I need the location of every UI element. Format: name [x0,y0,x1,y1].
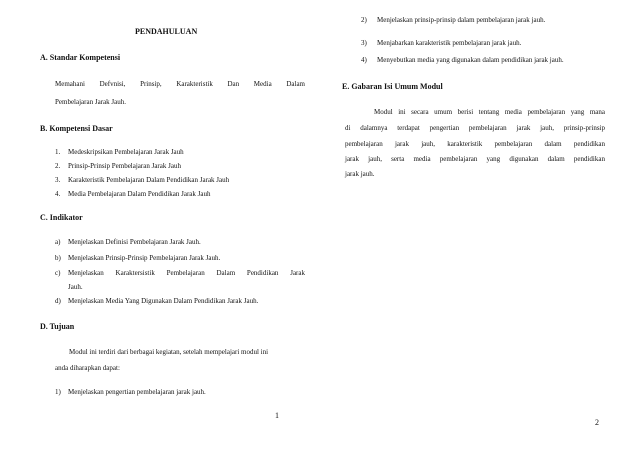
list-item-number: d) [55,297,61,305]
section-e-heading: E. Gabaran Isi Umum Modul [342,82,443,91]
section-a-heading: A. Standar Kompetensi [40,53,121,62]
list-item [361,16,545,24]
paragraph-line: anda diharapkan dapat: [55,364,120,372]
list-item-text: Menyebutkan media yang digunakan dalam pendidikan jarak jauh. [377,56,564,64]
section-a-line: Memahani Defvnisi, Prinsip, Karakteristik Dan Media Dalam [55,80,305,88]
list-item-text: Menjelaskan Prinsip-Prinsip Pembelajaran Jarak Jauh. [68,254,221,262]
page-number: 1 [275,411,279,420]
section-d-heading: D. Tujuan [40,322,75,331]
paragraph-line: jarak jauh, serta media pembelajaran yang digunakan dalam pendidikan [345,155,605,163]
list-item [55,176,229,184]
list-item-text: Medeskripsikan Pembelajaran Jarak Jauh [68,148,184,156]
list-item [361,39,521,47]
list-item [55,190,210,198]
list-item-text: Menjabarkan karakteristik pembelajaran jarak jauh. [377,39,522,47]
list-item-number: 3) [361,39,367,47]
list-item-text: Menjelaskan Media Yang Digunakan Dalam Pendidikan Jarak Jauh. [68,297,259,305]
list-item-text: Menjelaskan Definisi Pembelajaran Jarak Jauh. [68,238,201,246]
section-a-line: Pembelajaran Jarak Jauh. [55,98,126,106]
list-item-text: Menjelaskan pengertian pembelajaran jarak jauh. [68,388,206,396]
list-item-number: 3. [55,176,61,184]
list-item [55,254,220,262]
list-item [361,56,564,64]
list-item-text: Media Pembelajaran Dalam Pendidikan Jarak Jauh [68,190,211,198]
list-item [55,269,305,277]
list-item-number: 4. [55,190,61,198]
list-item-text: Karakteristik Pembelajaran Dalam Pendidikan Jarak Jauh [68,176,230,184]
paragraph-line: di dalamnya terdapat pengertian pembelajaran jarak jauh, prinsip-prinsip [345,124,605,132]
list-item-number: 1. [55,148,61,156]
list-item [55,162,181,170]
list-item-number: 4) [361,56,367,64]
list-item [55,388,206,396]
paragraph-line: Modul ini secara umum berisi tentang media pembelajaran yang mana [374,108,605,116]
paragraph-line: Modul ini terdiri dari berbagai kegiatan, setelah mempelajari modul ini [69,348,269,356]
list-item-number: a) [55,238,61,246]
list-item [55,297,258,305]
list-item-continuation: Jauh. [68,283,83,291]
list-item [55,238,201,246]
section-b-heading: B. Kompetensi Dasar [40,124,113,133]
page-title: PENDAHULUAN [135,27,198,36]
list-item-text: Prinsip-Prinsip Pembelajaran Jarak Jauh [68,162,181,170]
section-c-heading: C. Indikator [40,213,83,222]
list-item [55,148,184,156]
list-item-number: 2) [361,16,367,24]
list-item-text: Menjelaskan Karaktersistik Pembelajaran Dalam Pendidikan Jarak [68,269,305,277]
list-item-number: b) [55,254,61,262]
page-number: 2 [595,418,599,427]
paragraph-line: pembelajaran jarak jauh, karakteristik pembelajaran dalam pendidikan [345,140,605,148]
list-item-text: Menjelaskan prinsip-prinsip dalam pembelajaran jarak jauh. [377,16,546,24]
list-item-number: 2. [55,162,61,170]
list-item-number: 1) [55,388,61,396]
right-page [319,0,638,452]
paragraph-line: jarak jauh. [345,170,375,178]
list-item-number: c) [55,269,61,277]
